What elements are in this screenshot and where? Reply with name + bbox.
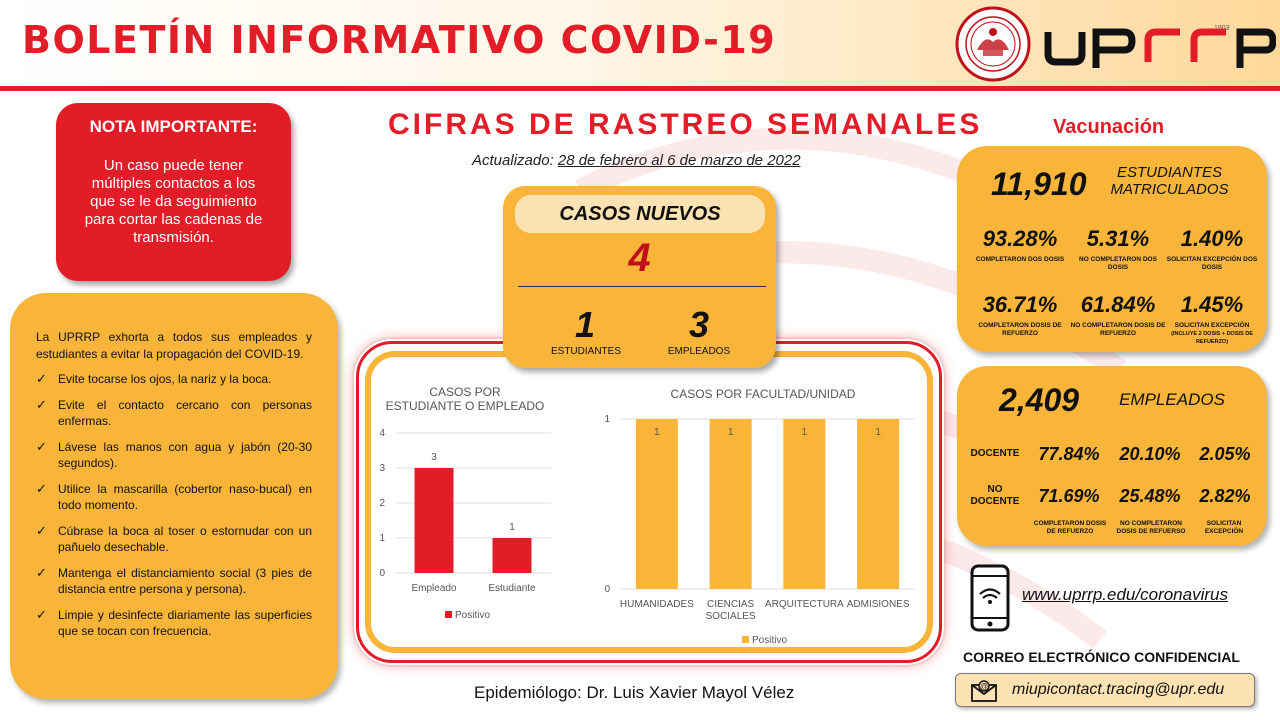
y-tick-label: 4: [379, 428, 385, 439]
checkmark-icon: ✓: [36, 371, 47, 386]
bar: [493, 538, 532, 573]
stat-label: COMPLETARON DOS DOSIS: [975, 256, 1065, 263]
y-tick-label: 1: [379, 533, 385, 544]
prevention-tips-card: [10, 293, 338, 699]
bar: [710, 419, 752, 589]
y-tick-label: 3: [379, 463, 385, 474]
updated-range: [472, 152, 801, 169]
stat-value: 36.71%: [982, 292, 1058, 317]
note-title: NOTA IMPORTANTE:: [89, 117, 258, 136]
emp-stat-value: 71.69%: [1038, 486, 1100, 506]
checkmark-icon: ✓: [36, 481, 47, 496]
bar: [636, 419, 678, 589]
legend-label: Positivo: [752, 635, 788, 646]
svg-text:@: @: [979, 682, 989, 691]
students-total: 11,910: [991, 166, 1087, 202]
uprrp-logo: [1044, 20, 1276, 70]
column-label: COMPLETARON DOSIS DE REFUERZO: [1033, 520, 1107, 535]
x-tick-label: SOCIALES: [705, 611, 756, 622]
emp-stat-value: 25.48%: [1119, 486, 1181, 506]
x-tick-label: CIENCIAS: [707, 599, 755, 610]
data-label: 1: [509, 522, 515, 533]
x-tick-label: Empleado: [411, 583, 457, 594]
students-total-label: ESTUDIANTES MATRICULADOS: [1110, 164, 1229, 198]
phone-wifi-icon: [970, 564, 1010, 632]
stat-label: NO COMPLETARON DOSIS DE REFUERZO: [1070, 322, 1166, 337]
row-label-docente: DOCENTE: [970, 448, 1020, 459]
vaccination-title: Vacunación: [1053, 116, 1165, 138]
stat-label: SOLICITAN EXCEPCIÓN: [1174, 322, 1250, 329]
list-item: ✓ Evite el contacto cercano con personas enfermas.: [36, 397, 312, 428]
checkmark-icon: ✓: [36, 565, 47, 580]
list-item: ✓ Limpie y desinfecte diariamente las superficies que se tocan con frecuencia.: [36, 607, 312, 638]
list-item: ✓ Mantenga el distanciamiento social (3 pies de distancia entre persona y persona).: [36, 565, 312, 596]
weekly-figures-title: CIFRAS DE RASTREO SEMANALES: [388, 108, 983, 141]
y-tick-label: 2: [379, 498, 385, 509]
legend-swatch: [445, 611, 452, 618]
employees-total: 2,409: [999, 382, 1080, 418]
epidemiologist-credit: Epidemiólogo: Dr. Luis Xavier Mayol Vélez: [474, 683, 795, 702]
chart-cases-by-faculty: [580, 380, 925, 650]
emp-stat-value: 20.10%: [1119, 444, 1181, 464]
new-cases-divider: [518, 286, 766, 287]
legend-swatch: [742, 636, 749, 643]
emp-stat-value: 2.82%: [1199, 486, 1251, 506]
new-cases-card: [503, 186, 776, 368]
email-title: CORREO ELECTRÓNICO CONFIDENCIAL: [963, 649, 1240, 665]
emp-stat-value: 77.84%: [1038, 444, 1100, 464]
employees-cases-value: 3: [688, 304, 710, 345]
university-seal-icon: [955, 6, 1031, 82]
bar: [783, 419, 825, 589]
chart-title: ESTUDIANTE O EMPLEADO: [385, 399, 545, 413]
tips-list: [36, 371, 312, 639]
x-tick-label: HUMANIDADES: [619, 599, 694, 610]
new-cases-title: CASOS NUEVOS: [515, 195, 765, 233]
important-note-card: [56, 103, 291, 281]
list-item: ✓ Utilice la mascarilla (cobertor naso-bucal) en todo momento.: [36, 481, 312, 512]
note-text: Un caso puede tener múltiples contactos a los que se le da seguimiento para cortar las cadenas de transmisión.: [84, 157, 263, 246]
header-divider: [0, 86, 1280, 91]
y-tick-label: 1: [604, 414, 610, 425]
tips-intro: La UPRRP exhorta a todos sus empleados y estudiantes a evitar la propagación del COVID-19.: [36, 330, 312, 361]
data-label: 1: [801, 427, 808, 438]
stat-label: SOLICITAN EXCEPCIÓN DOS DOSIS: [1166, 256, 1258, 271]
checkmark-icon: ✓: [36, 397, 47, 412]
chart-cases-by-type: [365, 380, 565, 630]
column-label: NO COMPLETARON DOSIS DE REFUERSO: [1116, 520, 1186, 535]
students-cases-value: 1: [574, 304, 596, 345]
list-item: ✓ Lávese las manos con agua y jabón (20-30 segundos).: [36, 439, 312, 470]
emp-stat-value: 2.05%: [1199, 444, 1251, 464]
envelope-icon: [970, 679, 998, 703]
employees-vaccination-card: [957, 366, 1267, 546]
updated-dates: 28 de febrero al 6 de marzo de 2022: [557, 152, 801, 169]
page-title: BOLETÍN INFORMATIVO COVID-19: [22, 18, 777, 62]
email-address[interactable]: miupicontact.tracing@upr.edu: [1012, 681, 1225, 698]
checkmark-icon: ✓: [36, 523, 47, 538]
data-label: 1: [875, 427, 881, 438]
x-tick-label: Estudiante: [488, 583, 536, 594]
chart-title: CASOS POR FACULTAD/UNIDAD: [670, 387, 856, 401]
employees-total-label: EMPLEADOS: [1119, 390, 1225, 409]
data-label: 1: [654, 427, 660, 438]
data-label: 3: [431, 452, 437, 463]
employees-cases-label: EMPLEADOS: [667, 346, 731, 357]
y-tick-label: 0: [379, 568, 385, 579]
stat-sublabel: (INCLUYE 2 DOSIS + DOSIS DE REFUERZO): [1171, 331, 1253, 345]
list-item: ✓ Cúbrase la boca al toser o estornudar con un pañuelo desechable.: [36, 523, 312, 554]
checkmark-icon: ✓: [36, 607, 47, 622]
stat-value: 61.84%: [1080, 292, 1156, 317]
stat-label: COMPLETARON DOSIS DE REFUERZO: [978, 322, 1062, 337]
stat-value: 1.40%: [1180, 226, 1244, 251]
website-link[interactable]: www.uprrp.edu/coronavirus: [1022, 585, 1228, 604]
stat-value: 93.28%: [982, 226, 1058, 251]
stat-label: NO COMPLETARON DOS DOSIS: [1079, 256, 1157, 271]
checkmark-icon: ✓: [36, 439, 47, 454]
bar: [857, 419, 899, 589]
stat-value: 1.45%: [1180, 292, 1244, 317]
chart-title: CASOS POR: [429, 385, 501, 399]
y-tick-label: 0: [604, 584, 610, 595]
logo-small-text: 1903: [1214, 25, 1230, 32]
row-label-no-docente: NO DOCENTE: [970, 484, 1020, 507]
header-banner: [0, 0, 1280, 88]
bar: [415, 468, 454, 573]
x-tick-label: ARQUITECTURA: [764, 599, 844, 610]
data-label: 1: [727, 427, 734, 438]
legend-label: Positivo: [455, 610, 491, 621]
new-cases-total: 4: [628, 236, 651, 280]
list-item: ✓ Evite tocarse los ojos, la nariz y la boca.: [36, 371, 272, 386]
stat-value: 5.31%: [1086, 226, 1150, 251]
updated-label: Actualizado:: [472, 152, 554, 169]
students-cases-label: ESTUDIANTES: [550, 346, 621, 357]
students-vaccination-card: [957, 146, 1267, 352]
email-box[interactable]: [955, 673, 1255, 707]
x-tick-label: ADMISIONES: [846, 599, 910, 610]
column-label: SOLICITAN EXCEPCIÓN: [1204, 520, 1244, 535]
